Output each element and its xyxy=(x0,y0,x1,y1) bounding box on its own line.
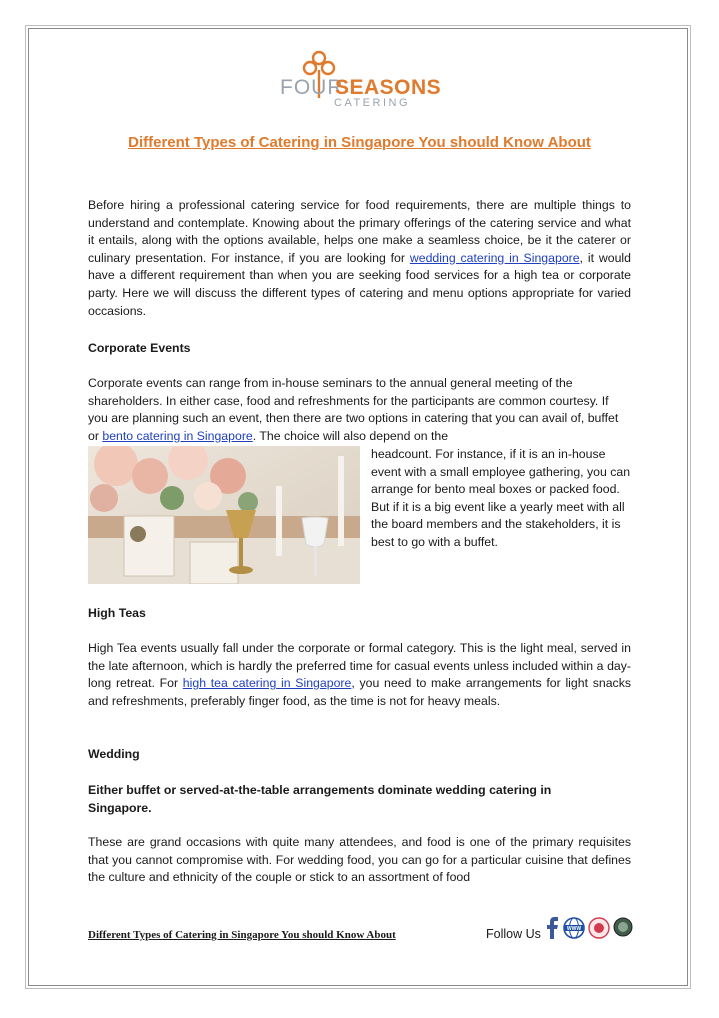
heading-corporate-events: Corporate Events xyxy=(88,341,191,355)
logo-four: FOUR xyxy=(280,76,344,99)
high-teas-text-1: High Tea events usually fall under the corporate or formal category. This is the light meal, served in the late afternoon, which is hardly the preferred time for casual events unless included within a day-long retreat. For xyxy=(88,641,631,691)
follow-us-label: Follow Us xyxy=(486,927,541,941)
intro-text-2: , it would have a different requirement than when you are seeking food services for a high tea or corporate party. Here we will discuss the different types of catering and menu options appropriate for varied occasions. xyxy=(88,250,632,318)
pink-seal-icon[interactable] xyxy=(588,917,610,939)
facebook-icon[interactable] xyxy=(546,917,560,939)
wedding-table-photo xyxy=(88,446,360,584)
www-icon[interactable] xyxy=(563,917,585,939)
high-tea-catering-link[interactable]: high tea catering in Singapore xyxy=(182,676,352,691)
green-seal-icon[interactable] xyxy=(613,917,633,937)
wedding-catering-link[interactable]: wedding catering in Singapore xyxy=(409,250,580,265)
wedding-subheading: Either buffet or served-at-the-table arrangements dominate wedding catering in Singapore. xyxy=(88,783,552,815)
intro-paragraph xyxy=(88,197,631,320)
bento-catering-link[interactable]: bento catering in Singapore xyxy=(102,428,253,443)
corporate-text-1: Corporate events can range from in-house seminars to the annual general meeting of the shareholders. In either case, food and refreshments for the participants are common courtesy. If you are planning such an event, then there are two options in catering that you can avail of, buffet or xyxy=(88,376,619,443)
high-teas-text-2: , you need to make arrangements for light snacks and refreshments, preferably finger food, as the time is not for heavy meals. xyxy=(88,676,631,708)
intro-text-1: Before hiring a professional catering service for food requirements, there are multiple things to understand and contemplate. Knowing about the primary offerings of the catering service and what it entails, along with the options available, helps one make a seamless choice, be it the caterer or culinary presentation. For instance, if you are looking for xyxy=(88,198,631,265)
four-seasons-logo xyxy=(280,46,450,110)
corporate-side-paragraph: headcount. For instance, if it is an in-house event with a small employee gathering, you can arrange for bento meal boxes or packed food. But if it is a big event like a yearly meet with all the board members and the stakeholders, it is best to go with a buffet. xyxy=(371,447,631,549)
heading-wedding: Wedding xyxy=(88,747,140,761)
footer-title: Different Types of Catering in Singapore You should Know About xyxy=(88,929,396,941)
logo-seasons: SEASONS xyxy=(335,76,442,99)
high-teas-paragraph xyxy=(88,640,631,710)
wedding-paragraph: These are grand occasions with quite many attendees, and food is one of the primary requisites that you cannot compromise with. For wedding food, you can go for a particular cuisine that defines the culture and ethnicity of the couple or stick to an assortment of food xyxy=(88,835,631,885)
svg-text:WWW: WWW xyxy=(566,926,582,932)
corporate-text-2: . The choice will also depend on the xyxy=(252,428,449,443)
logo-catering: CATERING xyxy=(334,97,411,109)
heading-high-teas: High Teas xyxy=(88,606,146,620)
corporate-paragraph xyxy=(88,375,620,445)
page-title: Different Types of Catering in Singapore You should Know About xyxy=(128,134,591,151)
